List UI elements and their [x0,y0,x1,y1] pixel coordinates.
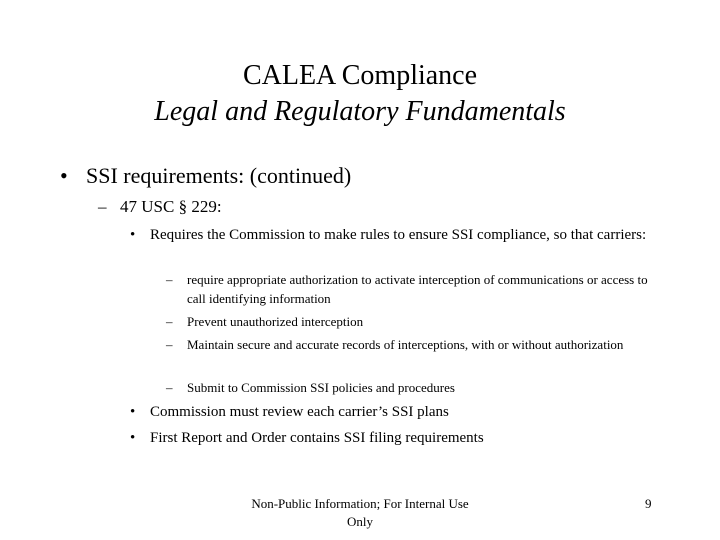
bullet-dot-icon: • [130,227,136,243]
slide-subtitle: Legal and Regulatory Fundamentals [154,96,566,127]
bullet-dash-icon: – [166,314,173,329]
bullet-text: require appropriate authorization to activate interception of communications or access to call identifying information [187,272,648,306]
slide-footer: Non-Public Information; For Internal Use Only [251,496,469,529]
bullet-dash-icon: – [166,380,173,395]
bullet-text: First Report and Order contains SSI filing requirements [150,430,484,446]
bullet-text: 47 USC § 229: [120,197,222,216]
bullet-dash-icon: – [166,272,173,287]
slide-title-block [0,58,720,130]
bullet-text: Submit to Commission SSI policies and procedures [187,380,455,395]
bullet-dot-icon: • [130,430,136,446]
bullet-text: Maintain secure and accurate records of interceptions, with or without authorization [187,337,624,352]
slide-title: CALEA Compliance [242,60,478,91]
bullet-text: Commission must review each carrier’s SSI plans [150,404,449,420]
bullet-dot-icon: • [130,404,136,420]
bullet-text: Prevent unauthorized interception [187,314,364,329]
bullet-dash-icon: – [98,197,107,216]
page-number: 9 [645,496,652,511]
bullet-dash-icon: – [166,337,173,352]
bullet-text: SSI requirements: (continued) [86,163,352,188]
bullet-text: Requires the Commission to make rules to ensure SSI compliance, so that carriers: [150,227,647,243]
bullet-dot-icon: • [60,163,68,188]
